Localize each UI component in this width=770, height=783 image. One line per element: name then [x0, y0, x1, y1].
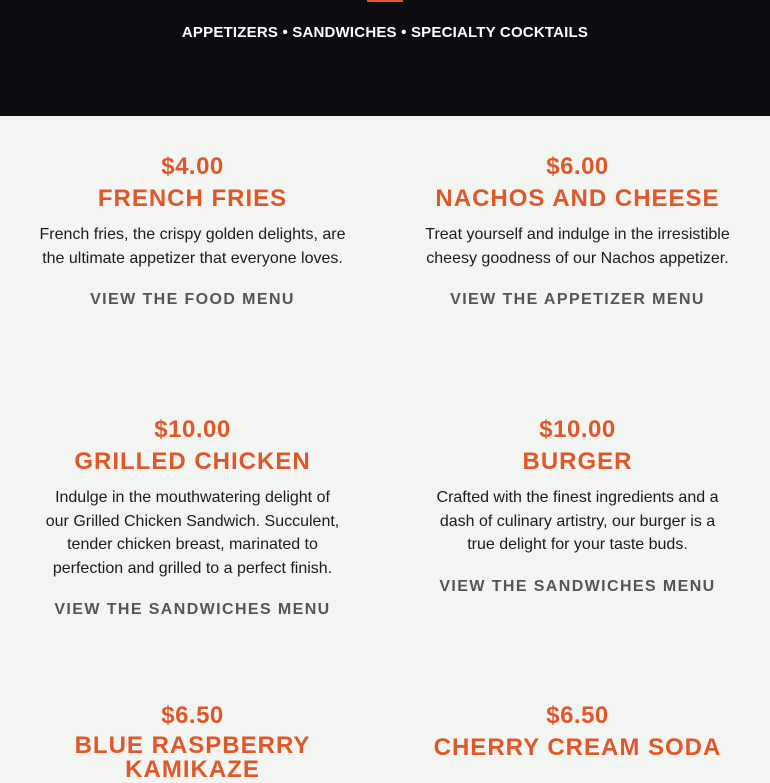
item-price: $6.50	[546, 702, 609, 729]
view-sandwiches-menu-link[interactable]: VIEW THE SANDWICHES MENU	[439, 577, 716, 595]
item-price: $6.50	[161, 702, 224, 729]
item-price: $4.00	[161, 153, 224, 180]
view-food-menu-link[interactable]: VIEW THE FOOD MENU	[90, 291, 295, 308]
view-appetizer-menu-link[interactable]: VIEW THE APPETIZER MENU	[450, 291, 705, 308]
item-price: $6.00	[546, 153, 609, 180]
menu-item-grilled-chicken	[0, 415, 385, 619]
menu-item-nachos	[385, 152, 770, 309]
view-sandwiches-menu-link[interactable]: VIEW THE SANDWICHES MENU	[54, 601, 331, 618]
item-name: NACHOS AND CHEESE	[435, 185, 720, 212]
menu-item-burger	[385, 415, 770, 596]
item-name: FRENCH FRIES	[97, 185, 288, 212]
menu-item-french-fries	[0, 152, 385, 309]
page-header	[0, 0, 770, 116]
item-description: French fries, the crispy golden delights, are the ultimate appetizer that everyone loves.	[39, 226, 346, 267]
item-description: Indulge in the mouthwatering delight of our Grilled Chicken Sandwich. Succulent, tender chicken breast, marinated to perfection and grilled to a perfect finish.	[45, 489, 340, 577]
header-accent-bar	[367, 0, 403, 2]
item-description: Crafted with the finest ingredients and a dash of culinary artistry, our burger is a true delight for your taste buds.	[436, 489, 719, 553]
item-description: Treat yourself and indulge in the irresistible cheesy goodness of our Nachos appetizer.	[425, 226, 730, 267]
item-price: $10.00	[154, 416, 231, 443]
item-name: BURGER	[522, 448, 633, 475]
item-name: BLUE RASPBERRY KAMIKAZE	[74, 732, 311, 783]
menu-categories: APPETIZERS • SANDWICHES • SPECIALTY COCKTAILS	[181, 24, 589, 41]
item-price: $10.00	[539, 416, 616, 443]
menu-item-cherry-cream-soda	[385, 701, 770, 762]
menu-item-blue-raspberry-kamikaze	[0, 701, 385, 782]
item-name: GRILLED CHICKEN	[74, 448, 311, 475]
item-name: CHERRY CREAM SODA	[433, 734, 722, 761]
